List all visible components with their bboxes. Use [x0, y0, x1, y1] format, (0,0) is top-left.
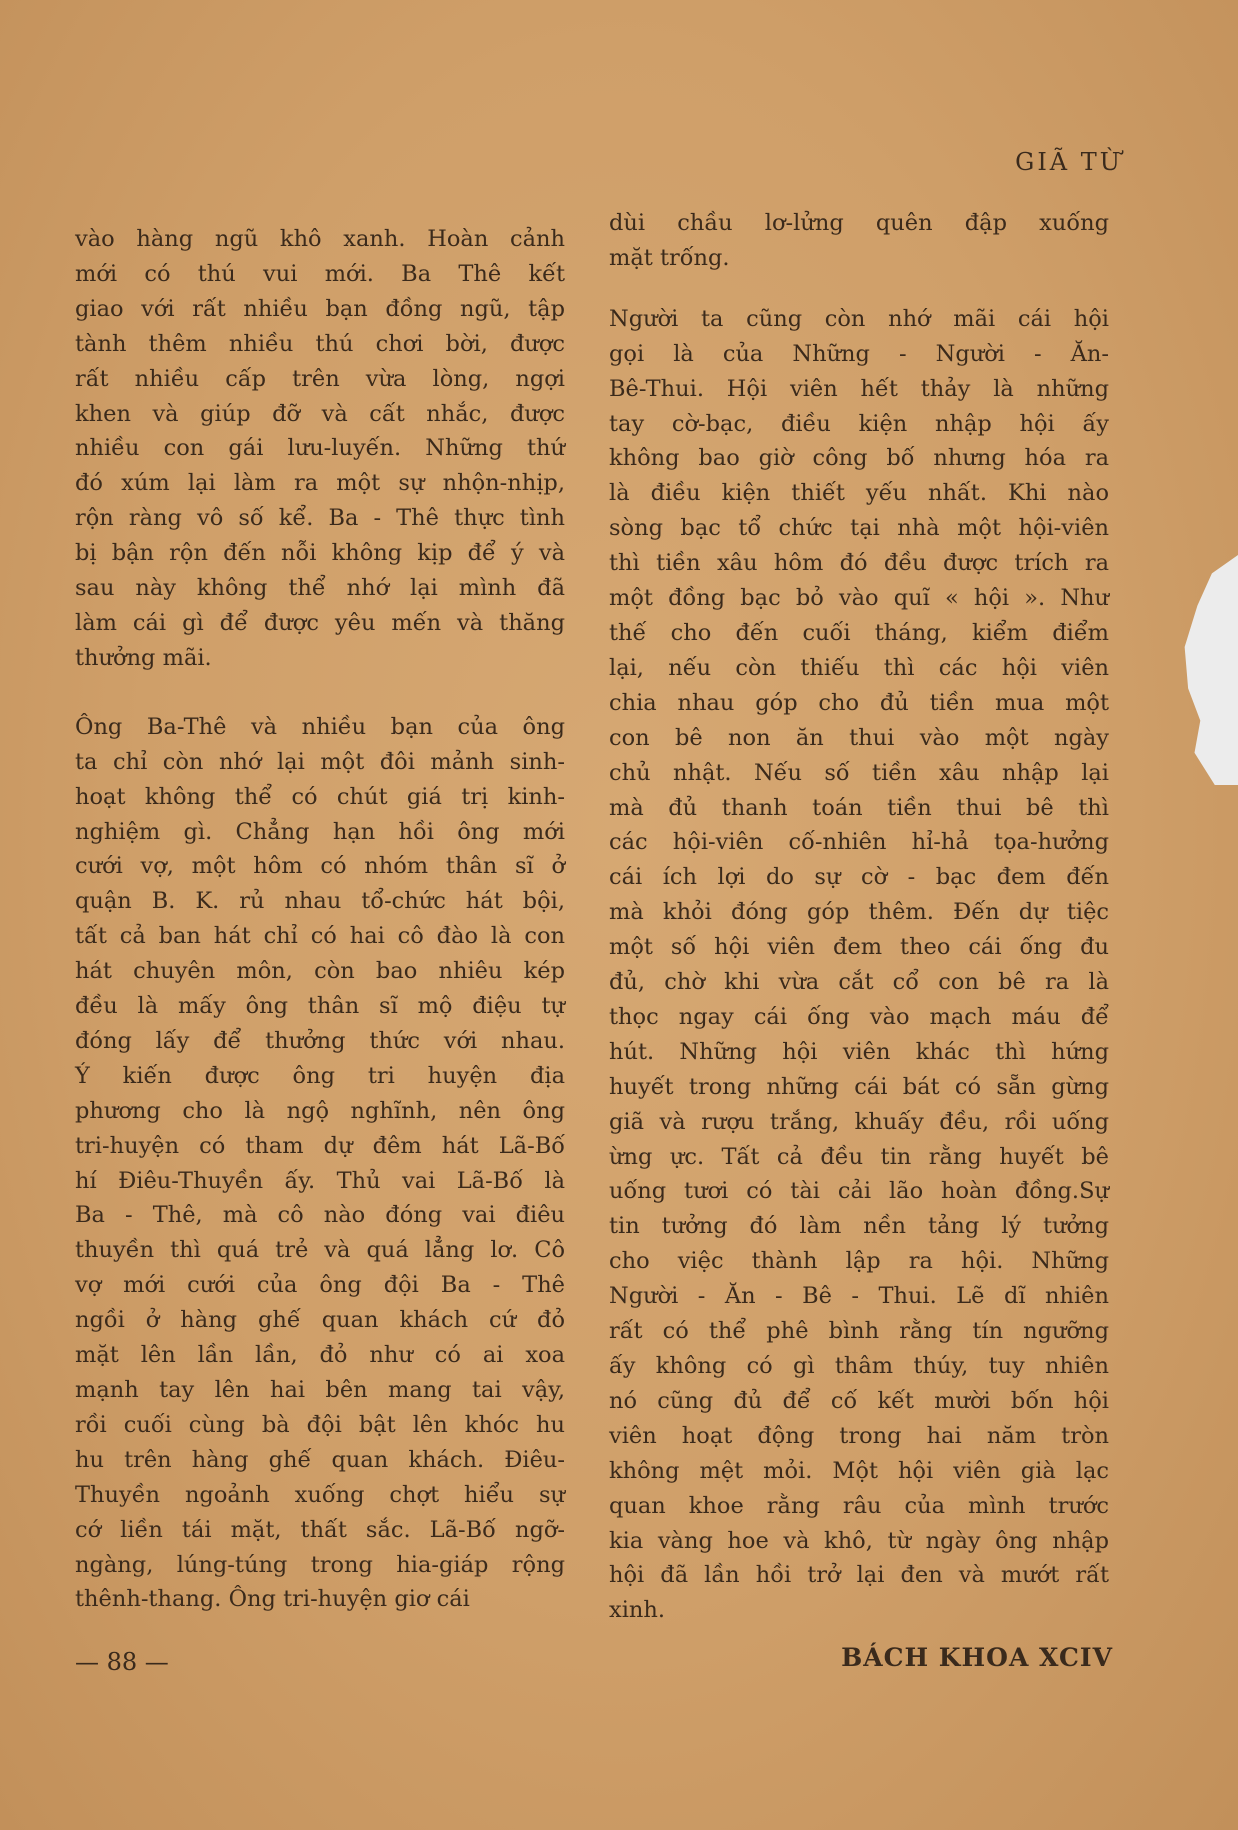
text-line: cớ liền tái mặt, thất sắc. Lã-Bố ngỡ- [75, 1516, 565, 1543]
text-line: bị bận rộn đến nỗi không kịp để ý và [75, 540, 565, 567]
page-number: — 88 — [75, 1648, 169, 1676]
text-line: gọi là của Những - Người - Ăn- [609, 340, 1109, 367]
text-line: khen và giúp đỡ và cất nhắc, được [75, 400, 565, 427]
paragraph [75, 710, 565, 1618]
text-line: ta chỉ còn nhớ lại một đôi mảnh sinh- [75, 748, 565, 775]
text-line: Ông Ba-Thê và nhiều bạn của ông [75, 713, 565, 740]
text-line: vào hàng ngũ khô xanh. Hoàn cảnh [75, 226, 565, 252]
text-line: Người ta cũng còn nhớ mãi cái hội [609, 305, 1109, 332]
text-line: cái ích lợi do sự cờ - bạc đem đến [609, 864, 1109, 891]
paragraph [75, 222, 565, 676]
text-line: mặt trống. [609, 244, 730, 271]
text-line: con bê non ăn thui vào một ngày [609, 724, 1109, 751]
right-text-column [609, 206, 1109, 1628]
text-line: lại, nếu còn thiếu thì các hội viên [609, 654, 1109, 681]
text-line: ừng ực. Tất cả đều tin rằng huyết bê [609, 1143, 1109, 1170]
paragraph [609, 206, 1109, 276]
text-line: uống tươi có tài cải lão hoàn đồng.Sự [609, 1178, 1109, 1205]
text-line: đóng lấy để thưởng thức với nhau. [75, 1027, 565, 1054]
text-line: một đồng bạc bỏ vào quĩ « hội ». Như [609, 585, 1109, 612]
text-line: tin tưởng đó làm nền tảng lý tưởng [609, 1213, 1109, 1240]
text-line: thì tiền xâu hôm đó đều được trích ra [609, 550, 1109, 577]
text-line: đủ, chờ khi vừa cắt cổ con bê ra là [609, 969, 1109, 996]
text-line: chủ nhật. Nếu số tiền xâu nhập lại [609, 759, 1109, 786]
text-line: ấy không có gì thâm thúy, tuy nhiên [609, 1353, 1109, 1379]
text-line: Ba - Thê, mà cô nào đóng vai điêu [75, 1202, 565, 1229]
text-line: vợ mới cưới của ông đội Ba - Thê [75, 1272, 565, 1299]
text-line: là điều kiện thiết yếu nhất. Khi nào [609, 480, 1109, 507]
text-line: huyết trong những cái bát có sẵn gừng [609, 1073, 1109, 1100]
text-line: cưới vợ, một hôm có nhóm thân sĩ ở [75, 853, 565, 880]
text-line: mới có thú vui mới. Ba Thê kết [75, 260, 565, 287]
text-line: Bê-Thui. Hội viên hết thảy là những [609, 375, 1109, 402]
text-line: thọc ngay cái ống vào mạch máu để [609, 1003, 1109, 1030]
text-line: chia nhau góp cho đủ tiền mua một [609, 689, 1109, 716]
text-line: rộn ràng vô số kể. Ba - Thê thực tình [75, 505, 565, 532]
text-line: dùi chầu lơ-lửng quên đập xuống [609, 210, 1109, 236]
text-line: hoạt không thể có chút giá trị kinh- [75, 783, 565, 810]
text-line: thênh-thang. Ông tri-huyện giơ cái [75, 1586, 470, 1613]
text-line: thưởng mãi. [75, 644, 212, 671]
text-line: giã và rượu trắng, khuấy đều, rồi uống [609, 1108, 1109, 1135]
text-line: không mệt mỏi. Một hội viên già lạc [609, 1457, 1109, 1484]
text-line: hội đã lần hồi trở lại đen và mướt rất [609, 1562, 1109, 1589]
torn-edge [1180, 555, 1238, 785]
text-line: tất cả ban hát chỉ có hai cô đào là con [75, 923, 565, 950]
text-line: một số hội viên đem theo cái ống đu [609, 934, 1109, 961]
text-line: xinh. [609, 1597, 666, 1624]
text-line: nhiều con gái lưu-luyến. Những thứ [75, 435, 565, 462]
text-line: quan khoe rằng râu của mình trước [609, 1492, 1109, 1519]
text-line: ngàng, lúng-túng trong hia-giáp rộng [75, 1551, 565, 1578]
text-line: hút. Những hội viên khác thì hứng [609, 1038, 1109, 1065]
text-line: nghiệm gì. Chẳng hạn hồi ông mới [75, 818, 565, 845]
text-line: cho việc thành lập ra hội. Những [609, 1248, 1109, 1275]
text-line: tri-huyện có tham dự đêm hát Lã-Bố [75, 1132, 565, 1159]
text-line: rất nhiều cấp trên vừa lòng, ngợi [75, 365, 565, 392]
text-line: rất có thể phê bình rằng tín ngưỡng [609, 1318, 1109, 1345]
text-line: quận B. K. rủ nhau tổ-chức hát bội, [75, 888, 565, 915]
publication-name: BÁCH KHOA XCIV [841, 1643, 1113, 1672]
text-line: ngồi ở hàng ghế quan khách cứ đỏ [75, 1307, 565, 1334]
text-line: đều là mấy ông thân sĩ mộ điệu tự [75, 993, 565, 1020]
left-text-column [75, 222, 565, 1617]
text-line: tành thêm nhiều thú chơi bời, được [75, 330, 565, 357]
text-line: sau này không thể nhớ lại mình đã [75, 575, 565, 602]
text-line: giao với rất nhiều bạn đồng ngũ, tập [75, 295, 565, 322]
text-line: viên hoạt động trong hai năm tròn [609, 1422, 1109, 1449]
text-line: đó xúm lại làm ra một sự nhộn-nhịp, [75, 470, 565, 497]
text-line: kia vàng hoe và khô, từ ngày ông nhập [609, 1527, 1109, 1554]
text-line: sòng bạc tổ chức tại nhà một hội-viên [609, 515, 1109, 542]
text-line: rồi cuối cùng bà đội bật lên khóc hu [75, 1411, 565, 1438]
text-line: làm cái gì để được yêu mến và thăng [75, 609, 565, 636]
page-header-title: GIÃ TỪ [1015, 148, 1123, 176]
paragraph [609, 302, 1109, 1628]
text-line: mà đủ thanh toán tiền thui bê thì [609, 794, 1109, 821]
text-line: nó cũng đủ để cố kết mười bốn hội [609, 1387, 1109, 1414]
text-line: các hội-viên cố-nhiên hỉ-hả tọa-hưởng [609, 829, 1109, 856]
text-line: thế cho đến cuối tháng, kiểm điểm [609, 619, 1109, 646]
text-line: mà khỏi đóng góp thêm. Đến dự tiệc [609, 899, 1109, 926]
text-line: thuyền thì quá trẻ và quá lẳng lơ. Cô [75, 1237, 565, 1264]
text-line: hát chuyên môn, còn bao nhiêu kép [75, 958, 565, 985]
text-line: hí Điêu-Thuyền ấy. Thủ vai Lã-Bố là [75, 1167, 565, 1194]
text-line: hu trên hàng ghế quan khách. Điêu- [75, 1446, 565, 1473]
text-line: không bao giờ công bố nhưng hóa ra [609, 445, 1109, 472]
text-line: Người - Ăn - Bê - Thui. Lẽ dĩ nhiên [609, 1283, 1109, 1310]
text-line: Thuyền ngoảnh xuống chợt hiểu sự [75, 1481, 565, 1508]
text-line: mạnh tay lên hai bên mang tai vậy, [75, 1377, 565, 1403]
text-line: mặt lên lần lần, đỏ như có ai xoa [75, 1342, 565, 1369]
text-line: Ý kiến được ông tri huyện địa [75, 1062, 565, 1089]
text-line: phương cho là ngộ nghĩnh, nên ông [75, 1097, 565, 1124]
text-line: tay cờ-bạc, điều kiện nhập hội ấy [609, 410, 1109, 437]
